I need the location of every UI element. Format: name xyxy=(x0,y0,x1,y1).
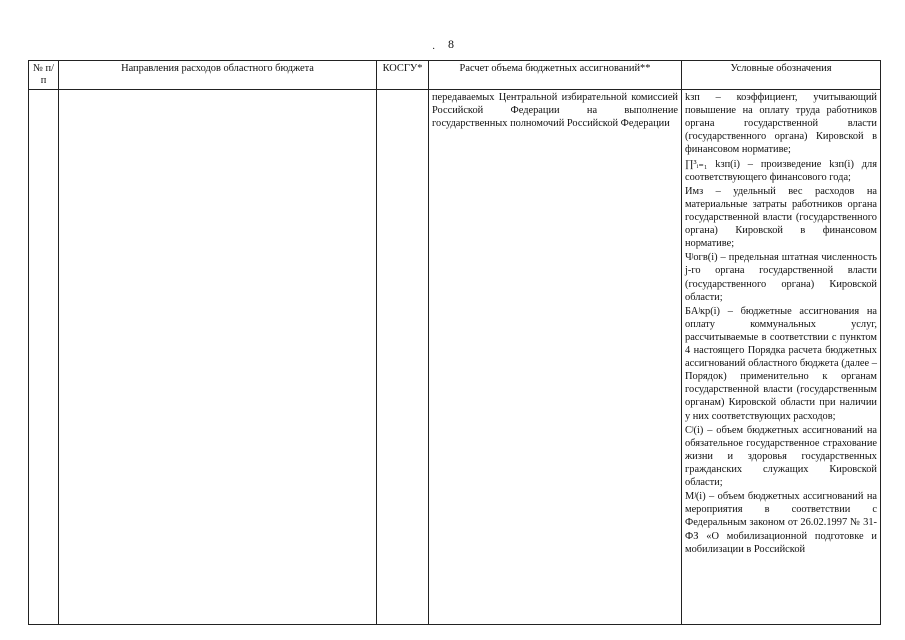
table-header-row xyxy=(29,61,881,90)
budget-table xyxy=(28,60,881,625)
notation-item: Имз – удельный вес расходов на материальные затраты работников органа государственной власти (государственного органа) Кировской в финансовом нормативе; xyxy=(685,185,877,250)
notation-item: Mʲ(i) – объем бюджетных ассигнований на мероприятия в соответствии с Федеральным законом от 26.02.1997 № 31-ФЗ «О мобилизационной подготовке и мобилизации в Российской xyxy=(685,491,877,555)
table-row xyxy=(29,89,881,624)
cell-kosgu xyxy=(377,89,429,624)
notation-item: Cʲ(i) – объем бюджетных ассигнований на обязательное государственное страхование жизни и здоровья государственных гражданских служащих Кировской области; xyxy=(685,424,877,489)
header-notation: Условные обозначения xyxy=(682,61,881,90)
notation-item: БАʲкр(i) – бюджетные ассигнования на оплату коммунальных услуг, рассчитываемые в соответствии с пунктом 4 настоящего Порядка расчета бюджетных ассигнований областного бюджета (далее – Порядок) применительно к органам государственной власти (государственным органам) Кировской области при наличии у них соответствующих расходов; xyxy=(685,305,877,422)
cell-num xyxy=(29,89,59,624)
cell-notation xyxy=(682,89,881,624)
header-directions: Направления расходов областного бюджета xyxy=(59,61,377,90)
header-num: № п/п xyxy=(29,61,59,90)
notation-item: kзп – коэффициент, учитывающий повышение на оплату труда работников органа государственной власти (государственного органа) Кировской в финансовом нормативе; xyxy=(685,91,877,156)
header-kosgu: КОСГУ* xyxy=(377,61,429,90)
page-number: 8 xyxy=(448,37,454,51)
scan-mark: · xyxy=(432,44,436,55)
cell-directions xyxy=(59,89,377,624)
notation-item: Чʲогв(i) – предельная штатная численность j-го органа государственной власти (государственного органа) Кировской области; xyxy=(685,252,877,303)
cell-calc: передаваемых Центральной избирательной комиссией Российской Федерации на выполнение государственных полномочий Российской Федерации xyxy=(429,89,682,624)
notation-item: ∏³ᵢ₌₁ kзп(i) – произведение kзп(i) для соответствующего финансового года; xyxy=(685,158,877,183)
header-calc: Расчет объема бюджетных ассигнований** xyxy=(429,61,682,90)
